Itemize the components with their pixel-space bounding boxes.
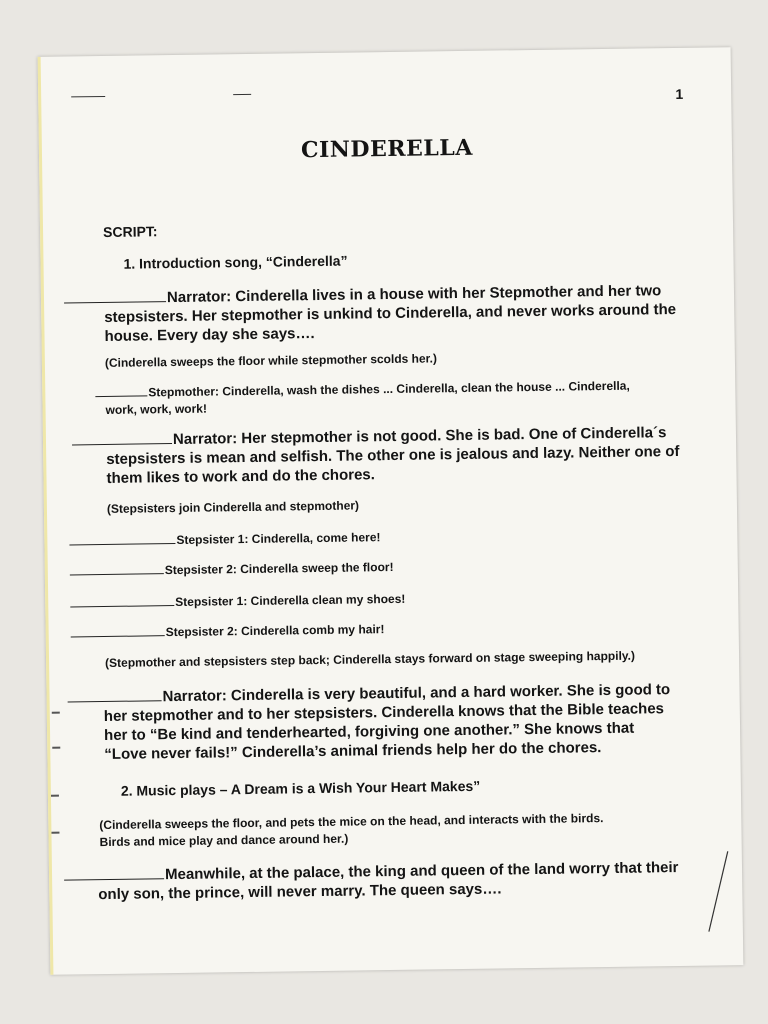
narrator-line-2-end: them likes to work and do the chores. xyxy=(106,466,376,487)
role-blank xyxy=(64,300,166,303)
stepmother-line-end: work, work, work! xyxy=(105,401,208,417)
stepsister-line: Stepsister 2: Cinderella comb my hair! xyxy=(71,622,385,640)
role-blank xyxy=(70,604,174,607)
music-heading: 2. Music plays – A Dream is a Wish Your Heart Makes” xyxy=(120,777,481,799)
pen-stroke-icon xyxy=(702,847,733,937)
narrator-line-4-end: only son, the prince, will never marry. The queen says…. xyxy=(98,880,502,904)
role-blank xyxy=(71,634,165,637)
stepsister-line: Stepsister 1: Cinderella clean my shoes! xyxy=(70,592,405,611)
narrator-line-1: Narrator: Cinderella lives in a house with her Stepmother and her two xyxy=(64,281,661,308)
role-blank xyxy=(95,394,147,397)
narrator-line-3-end: “Love never fails!” Cinderella’s animal friends help her do the chores. xyxy=(104,739,602,764)
page-number: 1 xyxy=(675,85,684,102)
narrator-line-2-cont: stepsisters is mean and selfish. The other one is jealous and lazy. Neither one of xyxy=(106,442,680,468)
narrator-line-1-end: house. Every day she says…. xyxy=(104,325,315,345)
stage-direction: (Cinderella sweeps the floor while stepmother scolds her.) xyxy=(104,351,438,370)
intro-song-heading: 1. Introduction song, “Cinderella” xyxy=(123,252,348,272)
role-blank xyxy=(72,442,172,445)
narrator-line-3: Narrator: Cinderella is very beautiful, and a hard worker. She is good to xyxy=(67,680,670,707)
narrator-line-3-cont: her to “Be kind and tenderhearted, forgiving one another.” She knows that xyxy=(103,719,635,745)
margin-mark xyxy=(51,832,59,834)
narrator-line-3-cont: her stepmother and to her stepsisters. Cinderella knows that the Bible teaches xyxy=(103,700,665,726)
narrator-line-2: Narrator: Her stepmother is not good. She is bad. One of Cinderella´s xyxy=(72,423,667,450)
stepsister-line: Stepsister 2: Cinderella sweep the floor! xyxy=(70,560,394,579)
margin-mark xyxy=(51,795,59,797)
pen-mark xyxy=(71,96,105,97)
script-label: SCRIPT: xyxy=(102,223,158,240)
stepmother-line: Stepmother: Cinderella, wash the dishes ... Cinderella, clean the house ... Cinderella, xyxy=(95,379,630,400)
margin-mark xyxy=(52,747,60,749)
stepsister-line: Stepsister 1: Cinderella, come here! xyxy=(69,530,380,548)
stage-direction: (Cinderella sweeps the floor, and pets the mice on the head, and interacts with the birds. xyxy=(99,811,604,833)
narrator-line-1-cont: stepsisters. Her stepmother is unkind to Cinderella, and never works around the xyxy=(104,300,677,326)
script-page xyxy=(38,47,744,975)
narrator-line-4: Meanwhile, at the palace, the king and queen of the land worry that their xyxy=(64,858,679,886)
pen-mark xyxy=(233,94,251,95)
role-blank xyxy=(64,877,164,880)
stage-direction-cont: Birds and mice play and dance around her.) xyxy=(99,831,349,850)
role-blank xyxy=(70,572,164,575)
stage-direction: (Stepsisters join Cinderella and stepmother) xyxy=(106,498,360,516)
role-blank xyxy=(68,699,162,702)
page-title: CINDERELLA xyxy=(300,134,474,164)
stage-direction: (Stepmother and stepsisters step back; Cinderella stays forward on stage sweeping happily.) xyxy=(104,648,636,670)
margin-mark xyxy=(52,712,60,714)
role-blank xyxy=(69,542,175,545)
